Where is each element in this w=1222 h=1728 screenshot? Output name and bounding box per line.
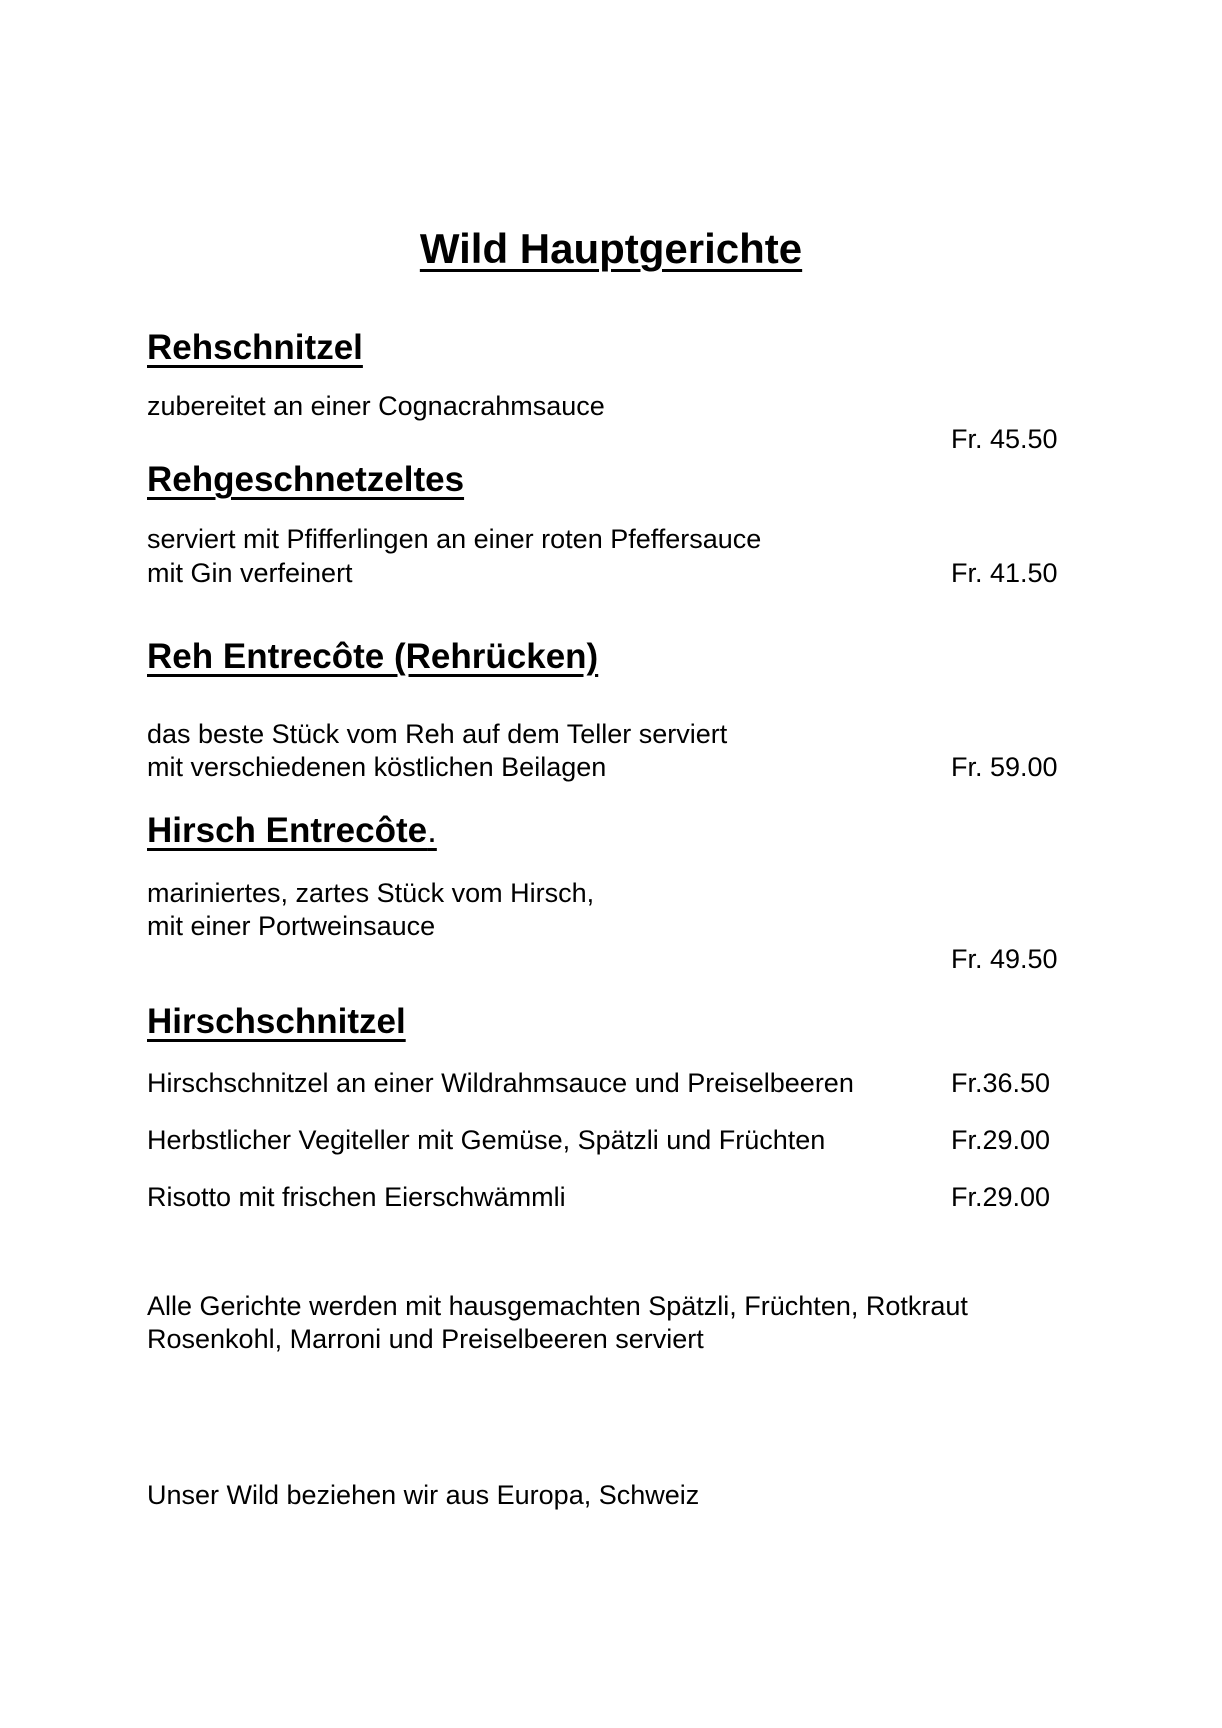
- dish-description: das beste Stück vom Reh auf dem Teller serviert: [147, 719, 728, 749]
- menu-item-price: Fr.29.00: [951, 1182, 1051, 1212]
- dish-heading-hirschschnitzel: Hirschschnitzel: [147, 1002, 406, 1041]
- origin-note: Unser Wild beziehen wir aus Europa, Schweiz: [147, 1480, 700, 1510]
- dish-heading-rehschnitzel: Rehschnitzel: [147, 328, 363, 367]
- dish-price: Fr. 45.50: [951, 424, 1058, 454]
- dish-heading-rehgeschnetzeltes: Rehgeschnetzeltes: [147, 460, 465, 499]
- menu-item-text: Hirschschnitzel an einer Wildrahmsauce und Preiselbeeren: [147, 1068, 854, 1098]
- dish-description: serviert mit Pfifferlingen an einer roten Pfeffersauce: [147, 524, 762, 554]
- sides-note-line-2: Rosenkohl, Marroni und Preiselbeeren serviert: [147, 1324, 704, 1354]
- sides-note-line-1: Alle Gerichte werden mit hausgemachten Spätzli, Früchten, Rotkraut: [147, 1291, 968, 1321]
- dish-heading-hirsch-entrecote: [147, 813, 437, 848]
- menu-item-price: Fr.36.50: [951, 1068, 1051, 1098]
- menu-item-text: Risotto mit frischen Eierschwämmli: [147, 1182, 566, 1212]
- dish-description: zubereitet an einer Cognacrahmsauce: [147, 391, 605, 421]
- page-title: Wild Hauptgerichte: [419, 225, 803, 272]
- dish-description: mit Gin verfeinert: [147, 558, 353, 588]
- dish-description: mit verschiedenen köstlichen Beilagen: [147, 752, 607, 782]
- dish-price: Fr. 49.50: [951, 944, 1058, 974]
- dish-description: mit einer Portweinsauce: [147, 911, 436, 941]
- dish-price: Fr. 41.50: [951, 558, 1058, 588]
- dish-heading-text: Hirsch Entrecôte: [147, 811, 428, 850]
- dish-price: Fr. 59.00: [951, 752, 1058, 782]
- dish-heading-reh-entrecote: Reh Entrecôte (Rehrücken): [147, 637, 599, 676]
- dish-description: mariniertes, zartes Stück vom Hirsch,: [147, 878, 595, 908]
- menu-item-text: Herbstlicher Vegiteller mit Gemüse, Spätzli und Früchten: [147, 1125, 826, 1155]
- menu-item-price: Fr.29.00: [951, 1125, 1051, 1155]
- dish-heading-suffix: .: [427, 811, 437, 850]
